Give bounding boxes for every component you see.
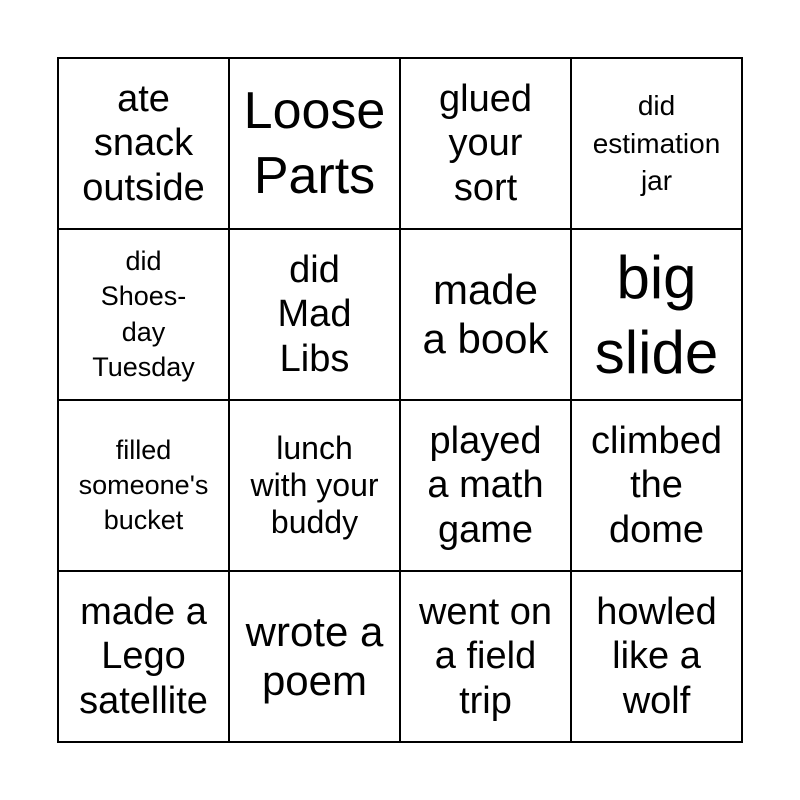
cell-text: made a book	[422, 265, 549, 362]
bingo-cell-r2c2[interactable]	[229, 229, 400, 400]
cell-text: big slide	[594, 243, 719, 386]
cell-text: made a Lego satellite	[79, 591, 208, 722]
bingo-cell-r4c3[interactable]	[400, 571, 571, 742]
cell-text: went on a field trip	[418, 591, 553, 722]
bingo-cell-r1c4[interactable]	[571, 58, 742, 229]
bingo-cell-r3c2[interactable]	[229, 400, 400, 571]
cell-text: did estimation jar	[592, 89, 721, 197]
bingo-cell-r3c3[interactable]	[400, 400, 571, 571]
bingo-cell-r4c4[interactable]	[571, 571, 742, 742]
bingo-cell-r2c3[interactable]	[400, 229, 571, 400]
cell-text: filled someone's bucket	[78, 434, 209, 536]
cell-text: Loose Parts	[243, 81, 386, 205]
cell-text: played a math game	[427, 420, 544, 551]
bingo-cell-r3c4[interactable]	[571, 400, 742, 571]
bingo-board	[57, 57, 743, 743]
cell-text: wrote a poem	[245, 607, 384, 704]
cell-text: did Mad Libs	[277, 249, 352, 380]
bingo-cell-r1c2[interactable]	[229, 58, 400, 229]
bingo-cell-r4c2[interactable]	[229, 571, 400, 742]
bingo-cell-r1c1[interactable]	[58, 58, 229, 229]
bingo-cell-r4c1[interactable]	[58, 571, 229, 742]
cell-text: did Shoes- day Tuesday	[92, 246, 195, 382]
cell-text: ate snack outside	[82, 78, 205, 209]
cell-text: lunch with your buddy	[250, 429, 379, 541]
bingo-cell-r2c1[interactable]	[58, 229, 229, 400]
cell-text: howled like a wolf	[596, 591, 717, 722]
cell-text: glued your sort	[439, 78, 532, 209]
bingo-cell-r2c4[interactable]	[571, 229, 742, 400]
bingo-cell-r3c1[interactable]	[58, 400, 229, 571]
bingo-cell-r1c3[interactable]	[400, 58, 571, 229]
cell-text: climbed the dome	[591, 420, 722, 551]
